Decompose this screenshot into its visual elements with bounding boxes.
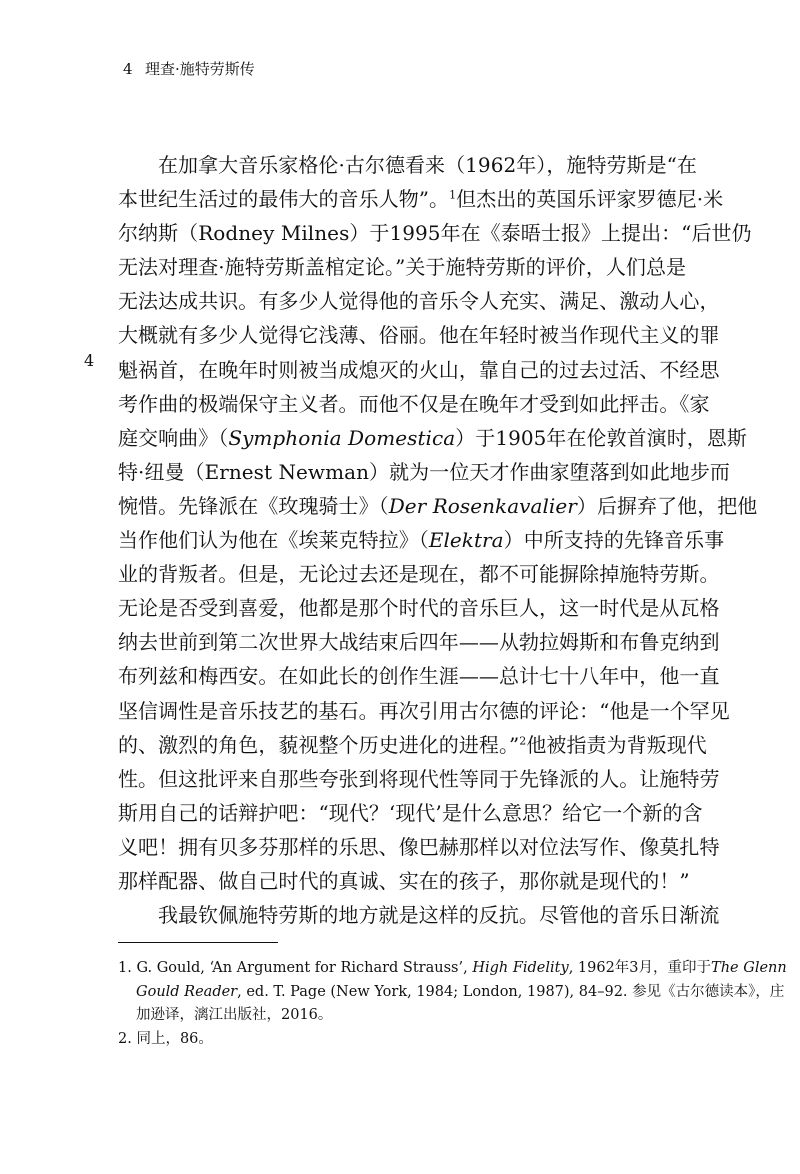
text-line: 考作曲的极端保守主义者。而他不仅是在晚年才受到如此抨击。《家 bbox=[118, 391, 710, 416]
text-line: 纳去世前到第二次世界大战结束后四年——从勃拉姆斯和布鲁克纳到 bbox=[118, 630, 720, 655]
text-line: 尔纳斯（Rodney Milnes）于1995年在《泰晤士报》上提出：“后世仍 bbox=[118, 221, 752, 246]
text-line: 魁祸首，在晚年时则被当成熄灭的火山，靠自己的过去过活、不经思 bbox=[118, 357, 720, 382]
second-paragraph-line: 我最钦佩施特劳斯的地方就是这样的反抗。尽管他的音乐日渐流 bbox=[158, 903, 720, 928]
footnote-separator bbox=[118, 942, 278, 943]
text-line: 本世纪生活过的最伟大的音乐人物”。$^1$但杰出的英国乐评家罗德尼·米 bbox=[118, 187, 724, 212]
text-line: 大概就有多少人觉得它浅薄、俗丽。他在年轻时被当作现代主义的罪 bbox=[118, 323, 720, 348]
text-line: 当作他们认为他在《埃莱克特拉》（Elektra）中所支持的先锋音乐事 bbox=[118, 528, 725, 553]
footnote-1: 1. G. Gould, ‘An Argument for Richard Strauss’, High Fidelity, 1962年3月，重印于The Glenn bbox=[118, 960, 787, 976]
text-line: 布列兹和梅西安。在如此长的创作生涯——总计七十八年中，他一直 bbox=[118, 664, 720, 689]
text-line: 特·纽曼（Ernest Newman）就为一位天才作曲家堕落到如此地步而 bbox=[118, 459, 730, 484]
margin-page-number: 4 bbox=[84, 351, 95, 370]
running-header bbox=[123, 58, 255, 79]
footnote-1-cont: 加逊译，漓江出版社，2016。 bbox=[136, 1007, 333, 1023]
italic-title: Der Rosenkavalier bbox=[388, 493, 577, 518]
italic-title: Symphonia Domestica bbox=[228, 425, 456, 450]
running-title: 理查·施特劳斯传 bbox=[145, 60, 255, 78]
text-line: 庭交响曲》（Symphonia Domestica）于1905年在伦敦首演时，恩斯 bbox=[118, 425, 747, 450]
footnote-2: 2. 同上，86。 bbox=[118, 1030, 213, 1047]
text-line: 那样配器、做自己时代的真诚、实在的孩子，那你就是现代的！” bbox=[118, 868, 690, 893]
footnotes bbox=[118, 957, 787, 1051]
text-line: 性。但这批评来自那些夸张到将现代性等同于先锋派的人。让施特劳 bbox=[118, 766, 720, 791]
text-line: 在加拿大音乐家格伦·古尔德看来（1962年），施特劳斯是“在 bbox=[158, 153, 697, 177]
text-line: 坚信调性是音乐技艺的基石。再次引用古尔德的评论：“他是一个罕见 bbox=[118, 698, 730, 723]
footnote-1-cont: Gould Reader, ed. T. Page (New York, 1984; London, 1987), 84–92. 参见《古尔德读本》，庄 bbox=[136, 983, 785, 1000]
footnote-ref-1: 1 bbox=[449, 188, 457, 202]
text-line: 的、激烈的角色，藐视整个历史进化的进程。”$^2$他被指责为背叛现代 bbox=[118, 732, 707, 757]
text-line: 无法对理查·施特劳斯盖棺定论。”关于施特劳斯的评价，人们总是 bbox=[118, 255, 687, 280]
text-line: 无论是否受到喜爱，他都是那个时代的音乐巨人，这一时代是从瓦格 bbox=[118, 596, 720, 621]
text-line: 无法达成共识。有多少人觉得他的音乐令人充实、满足、激动人心， bbox=[118, 289, 720, 314]
text-line: 惋惜。先锋派在《玫瑰骑士》（Der Rosenkavalier）后摒弃了他，把他 bbox=[118, 493, 758, 518]
main-paragraph bbox=[118, 148, 758, 932]
text-line: 斯用自己的话辩护吧：“现代？‘现代’是什么意思？给它一个新的含 bbox=[118, 800, 703, 825]
italic-title: Elektra bbox=[428, 528, 504, 553]
footnote-ref-2: 2 bbox=[519, 733, 527, 747]
text-line: 义吧！拥有贝多芬那样的乐思、像巴赫那样以对位法写作、像莫扎特 bbox=[118, 834, 720, 859]
page-number: 4 bbox=[123, 60, 133, 78]
text-line: 业的背叛者。但是，无论过去还是现在，都不可能摒除掉施特劳斯。 bbox=[118, 562, 720, 587]
